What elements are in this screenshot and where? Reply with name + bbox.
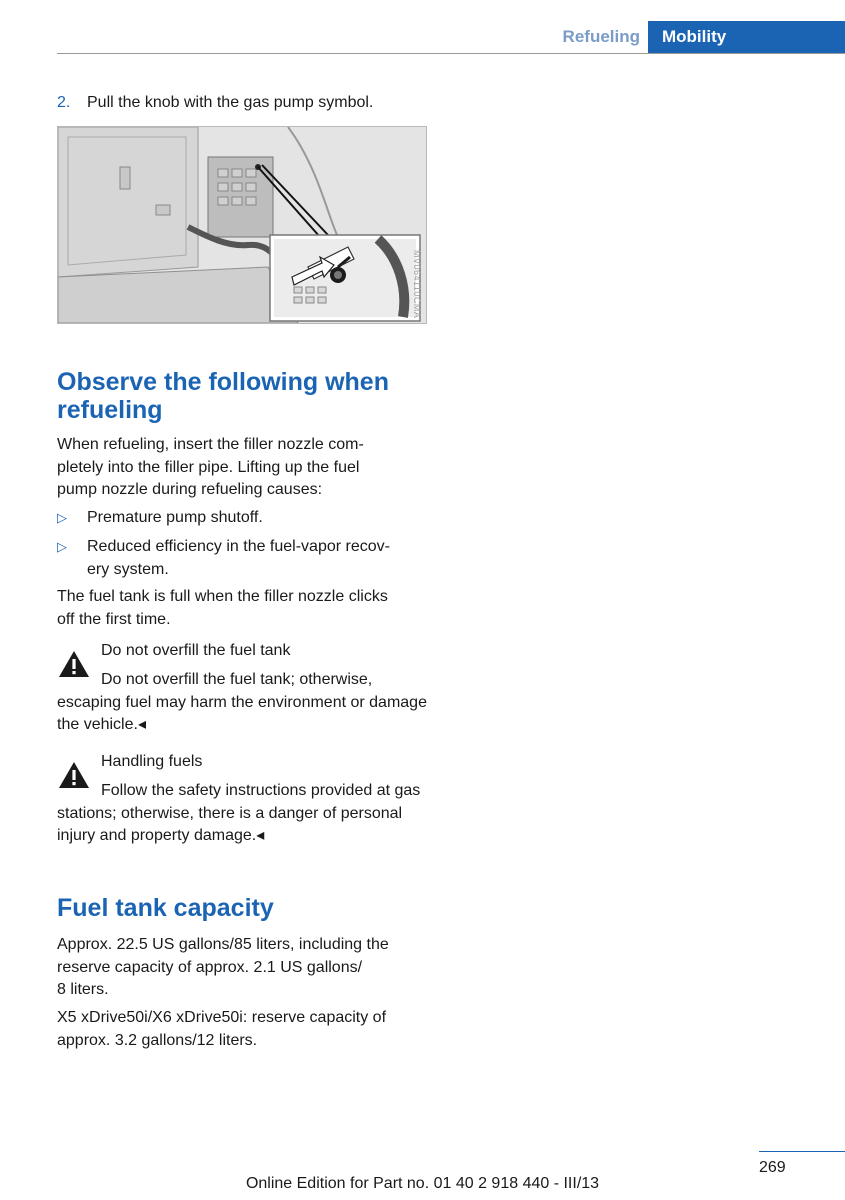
section-heading-capacity: Fuel tank capacity: [57, 894, 274, 922]
bullet-triangle-icon: ▷: [57, 510, 67, 525]
figure-code: MV064110CMA: [412, 250, 422, 319]
header-rule: [57, 53, 845, 54]
header-chapter: Mobility: [648, 21, 845, 54]
section-heading-observe: [57, 368, 437, 424]
text-line: off the first time.: [57, 610, 171, 628]
step-number: 2.: [57, 94, 71, 111]
tank-full-note: [57, 586, 425, 631]
fuel-cap-release-illustration: [57, 126, 427, 324]
text-line: 8 liters.: [57, 981, 109, 998]
text-line: reserve capacity of approx. 2.1 US gallons/: [57, 958, 363, 976]
step-text: Pull the knob with the gas pump symbol.: [87, 94, 374, 111]
text-line: approx. 3.2 gallons/12 liters.: [57, 1031, 258, 1049]
text-line: The fuel tank is full when the filler nozzle clicks: [57, 588, 388, 605]
text-line: ery system.: [87, 560, 169, 578]
text-line: X5 xDrive50i/X6 xDrive50i: reserve capacity of: [57, 1009, 387, 1026]
text-line: pletely into the filler pipe. Lifting up the fuel: [57, 458, 360, 476]
footer-rule: [759, 1151, 845, 1152]
heading-line: Observe the following when: [57, 368, 389, 396]
text-line: pump nozzle during refueling causes:: [57, 481, 323, 498]
capacity-text: [57, 934, 425, 1002]
list-item-text: Premature pump shutoff.: [87, 509, 263, 526]
reserve-capacity-text: [57, 1007, 425, 1052]
text-line: Approx. 22.5 US gallons/85 liters, including the: [57, 936, 389, 953]
heading-line: refueling: [57, 396, 163, 424]
page-number: 269: [759, 1159, 786, 1176]
bullet-triangle-icon: ▷: [57, 539, 67, 554]
warning-body: Do not overfill the fuel tank; otherwise, escaping fuel may harm the environment or damage the vehicle.◂: [57, 671, 427, 733]
header-section: Refueling: [562, 27, 640, 46]
list-item-text: [87, 536, 425, 581]
instruction-step: [57, 92, 437, 114]
refueling-intro: [57, 434, 425, 502]
text-line: Reduced efficiency in the fuel-vapor recov-: [87, 538, 390, 555]
footer-edition: Online Edition for Part no. 01 40 2 918 440 - III/13: [245, 1175, 600, 1192]
cargo-area-drawing: [58, 127, 426, 323]
warning-body: Follow the safety instructions provided at gas stations; otherwise, there is a danger of personal injury and property damage.◂: [57, 782, 421, 844]
warning-title: Do not overfill the fuel tank: [101, 642, 291, 659]
warning-title: Handling fuels: [101, 753, 203, 770]
text-line: When refueling, insert the filler nozzle com-: [57, 436, 364, 453]
